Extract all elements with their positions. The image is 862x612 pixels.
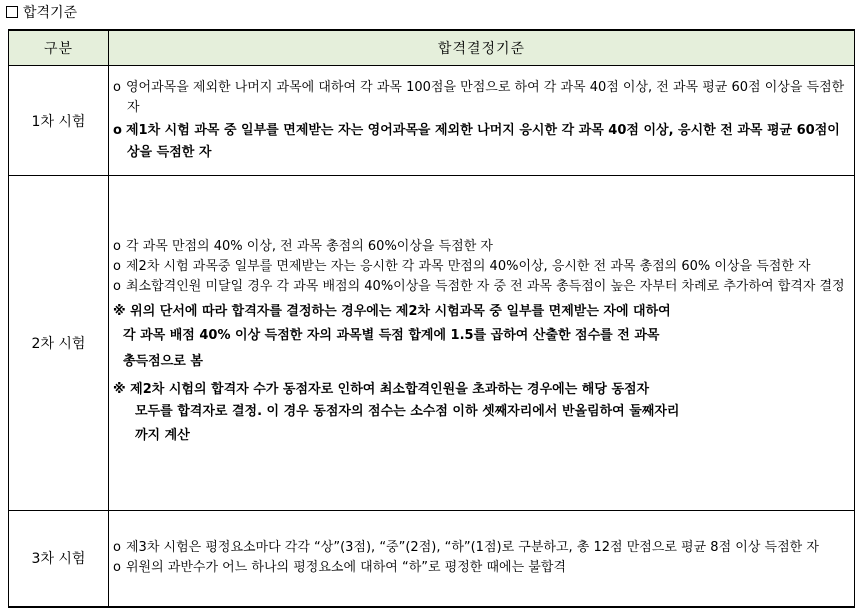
- circle-bullet-icon: ο: [113, 239, 121, 254]
- row-content-second-exam: [109, 176, 855, 511]
- list-item: ο 최소합격인원 미달일 경우 각 과목 배점의 40%이상을 득점한 자 중 전 과목 총득점이 높은 자부터 차례로 추가하여 합격자 결정: [113, 277, 848, 297]
- circle-bullet-icon: ο: [113, 79, 121, 95]
- criteria-table: [8, 29, 855, 608]
- note-line: 까지 계산: [135, 428, 190, 443]
- circle-bullet-icon: ο: [113, 279, 121, 294]
- list-item: ο 제2차 시험 과목중 일부를 면제받는 자는 응시한 각 과목 만점의 40%이상, 응시한 전 과목 총점의 60% 이상을 득점한 자: [113, 257, 848, 277]
- list-item: ο 각 과목 만점의 40% 이상, 전 과목 총점의 60%이상을 득점한 자: [113, 237, 848, 257]
- table-row-third-exam: [9, 511, 855, 607]
- note-line: 각 과목 배점 40% 이상 득점한 자의 과목별 득점 합계에 1.5를 곱하여 산출한 점수를 전 과목: [123, 328, 660, 343]
- note-line: 모두를 합격자로 결정. 이 경우 동점자의 점수는 소수점 이하 셋째자리에서 반올림하여 둘째자리: [135, 404, 680, 419]
- row-content-first-exam: [109, 66, 855, 176]
- row-label-first-exam: 1차 시험: [9, 66, 109, 176]
- row-label-second-exam: 2차 시험: [9, 176, 109, 511]
- note-paragraph: ※ 제2차 시험의 합격자 수가 동점자로 인하여 최소합격인원을 초과하는 경우에는 해당 동점자: [113, 382, 650, 397]
- section-title: [6, 3, 77, 23]
- note-line: 총득점으로 봄: [123, 354, 203, 369]
- checkbox-square-icon: [6, 6, 18, 18]
- list-item: ο 위원의 과반수가 어느 하나의 평정요소에 대하여 “하”로 평정한 때에는 불합격: [113, 558, 848, 578]
- note-paragraph: ※ 위의 단서에 따라 합격자를 결정하는 경우에는 제2차 시험과목 중 일부를 면제받는 자에 대하여: [113, 304, 671, 319]
- section-title-text: 합격기준: [23, 5, 78, 21]
- table-header-row: [9, 30, 855, 66]
- circle-bullet-icon: ο: [113, 560, 121, 576]
- circle-bullet-icon: ο: [113, 259, 121, 274]
- circle-bullet-icon: ο: [113, 122, 122, 138]
- list-item: ο 영어과목을 제외한 나머지 과목에 대하여 각 과목 100점을 만점으로 하여 각 과목 40점 이상, 전 과목 평균 60점 이상을 득점한자: [113, 79, 845, 115]
- row-label-third-exam: 3차 시험: [9, 511, 109, 607]
- row-content-third-exam: [109, 511, 855, 607]
- table-row-first-exam: [9, 66, 855, 176]
- list-item: ο 제3차 시험은 평정요소마다 각각 “상”(3점), “중”(2점), “하”(1점)로 구분하고, 총 12점 만점으로 평균 8점 이상 득점한 자: [113, 538, 848, 558]
- list-item: ο 제1차 시험 과목 중 일부를 면제받는 자는 영어과목을 제외한 나머지 응시한 각 과목 40점 이상, 응시한 전 과목 평균 60점이상을 득점한 자: [113, 120, 848, 164]
- header-category: 구분: [9, 30, 109, 66]
- header-criteria: 합격결정기준: [109, 30, 855, 66]
- table-row-second-exam: [9, 176, 855, 511]
- circle-bullet-icon: ο: [113, 540, 121, 556]
